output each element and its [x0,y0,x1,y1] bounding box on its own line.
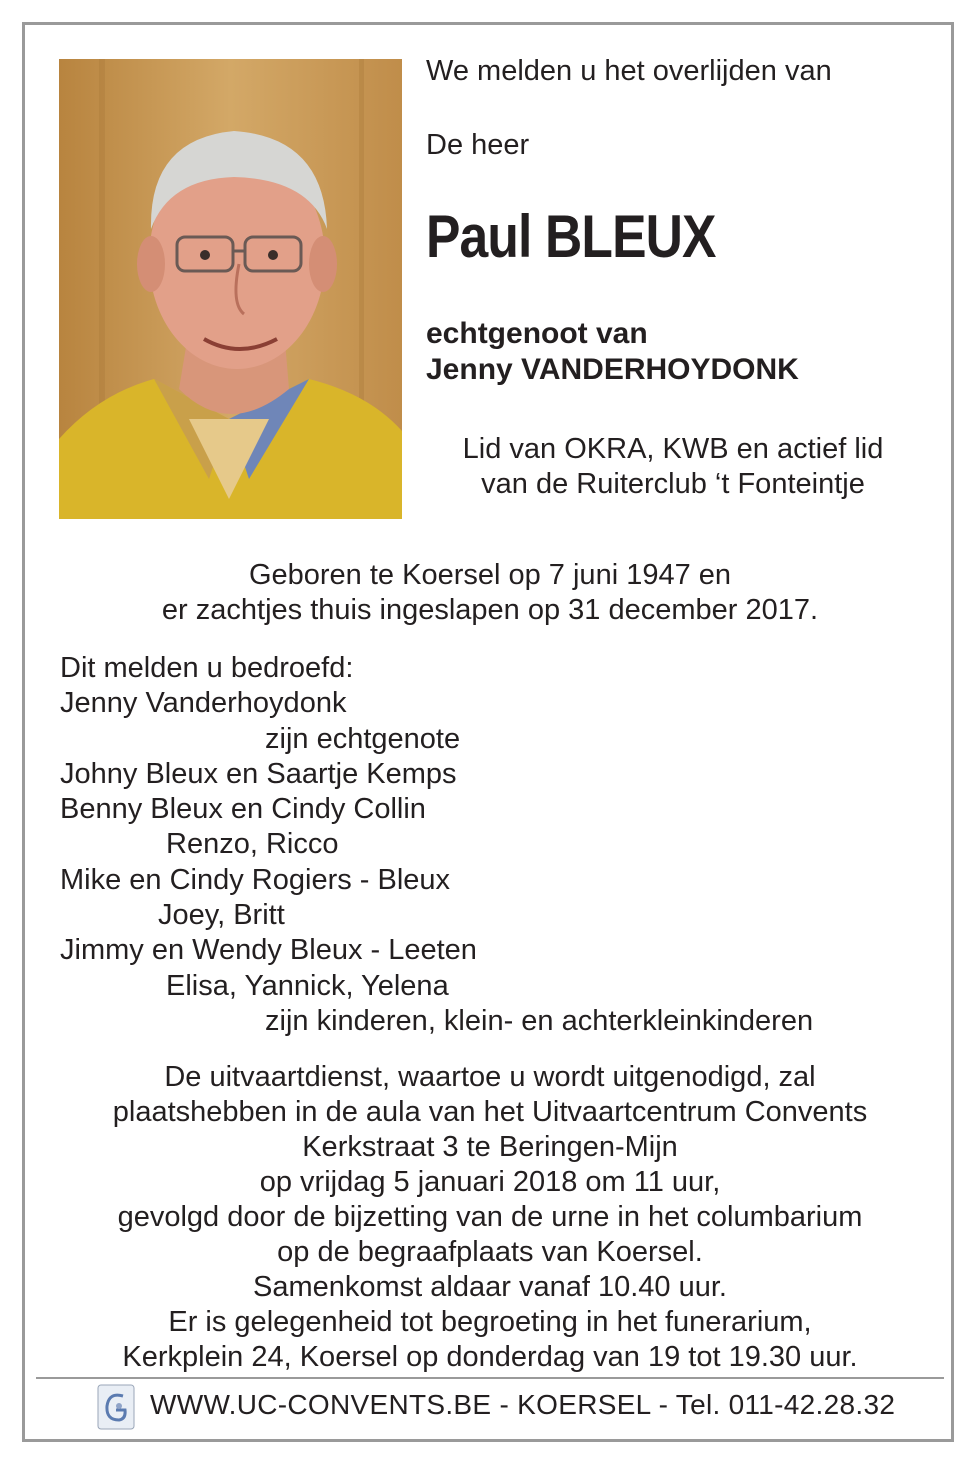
family-line: Elisa, Yannick, Yelena [166,969,449,1002]
service-line: De uitvaartdienst, waartoe u wordt uitgenodigd, zal [164,1061,816,1093]
service-line: Er is gelegenheid tot begroeting in het funerarium, [168,1306,812,1338]
service-line: gevolgd door de bijzetting van de urne in het columbarium [117,1201,863,1233]
family-line: Mike en Cindy Rogiers - Bleux [60,863,451,896]
service-details [60,1060,920,1375]
memberships [430,432,916,502]
service-line: Kerkplein 24, Koersel op donderdag van 19 tot 19.30 uur. [122,1341,858,1373]
birth-line: Geboren te Koersel op 7 juni 1947 en [248,559,732,591]
family-list [60,651,813,1039]
membership-line: van de Ruiterclub ‘t Fonteintje [481,468,865,500]
spouse-relation: echtgenoot van [426,317,648,350]
service-line: plaatshebben in de aula van het Uitvaartcentrum Convents [112,1096,868,1128]
deceased-name: Paul BLEUX [426,203,716,270]
family-heading: Dit melden u bedroefd: [60,652,354,684]
family-line: Renzo, Ricco [166,828,339,861]
membership-line: Lid van OKRA, KWB en actief lid [462,433,884,465]
service-line: Kerkstraat 3 te Beringen-Mijn [302,1131,678,1163]
death-line: er zachtjes thuis ingeslapen op 31 december 2017. [161,594,819,626]
family-line: Jimmy en Wendy Bleux - Leeten [60,934,477,967]
footer-divider [36,1377,944,1379]
family-line: Jenny Vanderhoydonk [60,687,347,720]
spouse-name: Jenny VANDERHOYDONK [426,353,799,386]
spouse-block [426,316,799,388]
family-line: zijn echtgenote [265,722,461,755]
intro-text: We melden u het overlijden van [426,55,832,87]
service-line: op vrijdag 5 januari 2018 om 11 uur, [259,1166,721,1198]
funeral-home-logo-icon [97,1384,135,1430]
service-line: op de begraafplaats van Koersel. [277,1236,703,1268]
footer-contact: WWW.UC-CONVENTS.BE - KOERSEL - Tel. 011-42.28.32 [150,1389,896,1420]
family-line: Joey, Britt [158,899,285,932]
honorific: De heer [426,129,530,161]
family-line: Benny Bleux en Cindy Collin [60,793,426,826]
family-line: zijn kinderen, klein- en achterkleinkinderen [265,1004,814,1037]
family-line: Johny Bleux en Saartje Kemps [60,757,457,790]
portrait-photo [59,59,402,519]
life-dates [60,558,920,628]
service-line: Samenkomst aldaar vanaf 10.40 uur. [253,1271,727,1303]
